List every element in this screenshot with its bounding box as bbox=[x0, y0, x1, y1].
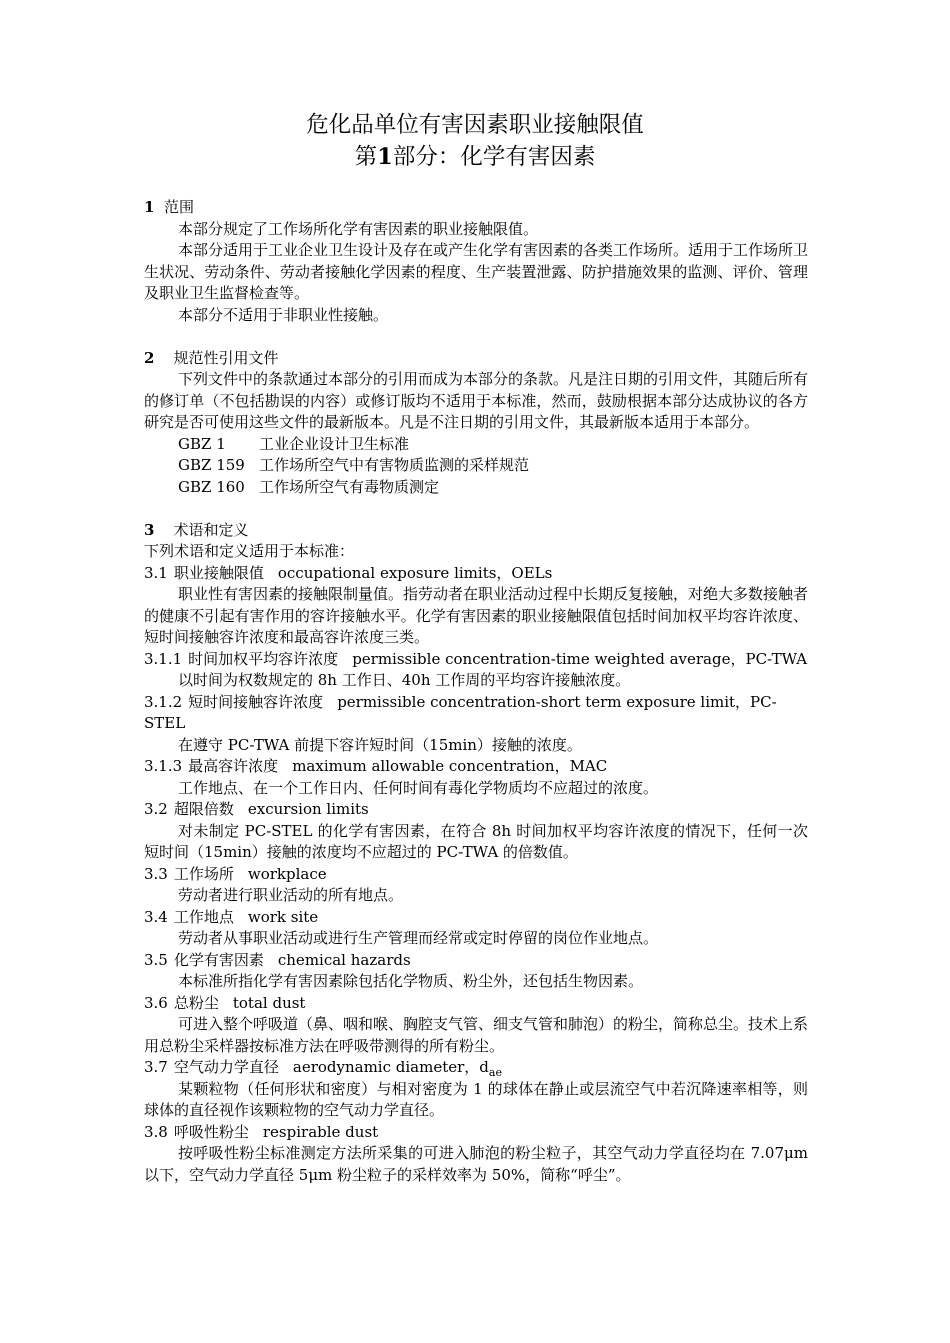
reference-item: GBZ 1 工业企业设计卫生标准 bbox=[178, 434, 410, 453]
term-definition: 工作地点、在一个工作日内、任何时间有毒化学物质均不应超过的浓度。 bbox=[178, 778, 659, 797]
term-definition: 在遵守 PC-TWA 前提下容许短时间（15min）接触的浓度。 bbox=[178, 735, 582, 754]
document-title: 危化品单位有害因素职业接触限值 bbox=[306, 112, 644, 138]
term-definition: 职业性有害因素的接触限制量值。指劳动者在职业活动过程中长期反复接触，对绝大多数接触者的健康不引起有害作用的容许接触水平。化学有害因素的职业接触限值包括时间加权平均容许浓度、短时间接触容许浓度和最高容许浓度三类。 bbox=[144, 585, 809, 646]
term-definition: 按呼吸性粉尘标准测定方法所采集的可进入肺泡的粉尘粒子，其空气动力学直径均在 7.07μm 以下，空气动力学直径 5μm 粉尘粒子的采样效率为 50%，简称“呼尘”。 bbox=[144, 1144, 808, 1184]
term-definition: 以时间为权数规定的 8h 工作日、40h 工作周的平均容许接触浓度。 bbox=[178, 671, 631, 689]
term-heading: 3.7 空气动力学直径 aerodynamic diameter，$d_{ae}$ bbox=[144, 1058, 502, 1079]
term-heading: 3.8 呼吸性粉尘 respirable dust bbox=[144, 1122, 379, 1141]
section-number: 3 bbox=[144, 520, 155, 539]
section-heading-terms: 3 术语和定义 bbox=[144, 520, 249, 539]
term-definition: 某颗粒物（任何形状和密度）与相对密度为 1 的球体在静止或层流空气中若沉降速率相等，则球体的直径视作该颗粒物的空气动力学直径。 bbox=[144, 1079, 808, 1119]
terms-intro: 下列术语和定义适用于本标准： bbox=[144, 542, 355, 560]
term-heading: 3.2 超限倍数 excursion limits bbox=[144, 800, 369, 818]
term-heading: 3.4 工作地点 work site bbox=[144, 907, 319, 926]
paragraph: 本部分不适用于非职业性接触。 bbox=[178, 305, 389, 324]
term-heading: 3.1.1 时间加权平均容许浓度 permissible concentration-time weighted average，PC-TWA bbox=[144, 649, 808, 668]
section-number: 2 bbox=[144, 348, 155, 367]
term-heading: 3.1.3 最高容许浓度 maximum allowable concentration，MAC bbox=[144, 757, 608, 775]
term-definition: 劳动者进行职业活动的所有地点。 bbox=[178, 886, 404, 904]
term-heading: 3.3 工作场所 workplace bbox=[144, 864, 327, 883]
paragraph: 下列文件中的条款通过本部分的引用而成为本部分的条款。凡是注日期的引用文件，其随后所有的修订单（不包括勘误的内容）或修订版均不适用于本标准，然而，鼓励根据本部分达成协议的各方研究是否可使用这些文件的最新版本。凡是不注日期的引用文件，其最新版本适用于本部分。 bbox=[144, 370, 809, 431]
term-definition: 本标准所指化学有害因素除包括化学物质、粉尘外，还包括生物因素。 bbox=[178, 972, 644, 990]
section-heading-references: 2 规范性引用文件 bbox=[144, 348, 279, 367]
section-heading-scope: 1 范围 bbox=[144, 198, 194, 216]
reference-item: GBZ 159 工作场所空气中有害物质监测的采样规范 bbox=[178, 456, 530, 474]
document-subtitle: 第1部分：化学有害因素 bbox=[354, 144, 596, 170]
document-body bbox=[144, 197, 808, 1186]
paragraph: 本部分规定了工作场所化学有害因素的职业接触限值。 bbox=[178, 219, 539, 238]
term-heading: 3.5 化学有害因素 chemical hazards bbox=[144, 950, 411, 969]
term-definition: 劳动者从事职业活动或进行生产管理而经常或定时停留的岗位作业地点。 bbox=[178, 929, 659, 947]
paragraph: 本部分适用于工业企业卫生设计及存在或产生化学有害因素的各类工作场所。适用于工作场所卫生状况、劳动条件、劳动者接触化学因素的程度、生产装置泄露、防护措施效果的监测、评价、管理及职业卫生监督检查等。 bbox=[144, 241, 809, 302]
part-number: 1 bbox=[377, 144, 393, 170]
term-definition: 对未制定 PC-STEL 的化学有害因素，在符合 8h 时间加权平均容许浓度的情况下，任何一次短时间（15min）接触的浓度均不应超过的 PC-TWA 的倍数值。 bbox=[144, 821, 808, 861]
reference-item: GBZ 160 工作场所空气有毒物质测定 bbox=[178, 477, 440, 496]
subscript: ae bbox=[488, 1066, 502, 1079]
term-heading: 3.6 总粉尘 total dust bbox=[144, 993, 306, 1012]
term-heading: 3.1 职业接触限值 occupational exposure limits，OELs bbox=[144, 563, 553, 582]
term-heading: 3.1.2 短时间接触容许浓度 permissible concentration-short term exposure limit，PC-STEL bbox=[144, 692, 777, 732]
section-number: 1 bbox=[144, 198, 155, 216]
term-definition: 可进入整个呼吸道（鼻、咽和喉、胸腔支气管、细支气管和肺泡）的粉尘，简称总尘。技术上系用总粉尘采样器按标准方法在呼吸带测得的所有粉尘。 bbox=[144, 1015, 809, 1055]
